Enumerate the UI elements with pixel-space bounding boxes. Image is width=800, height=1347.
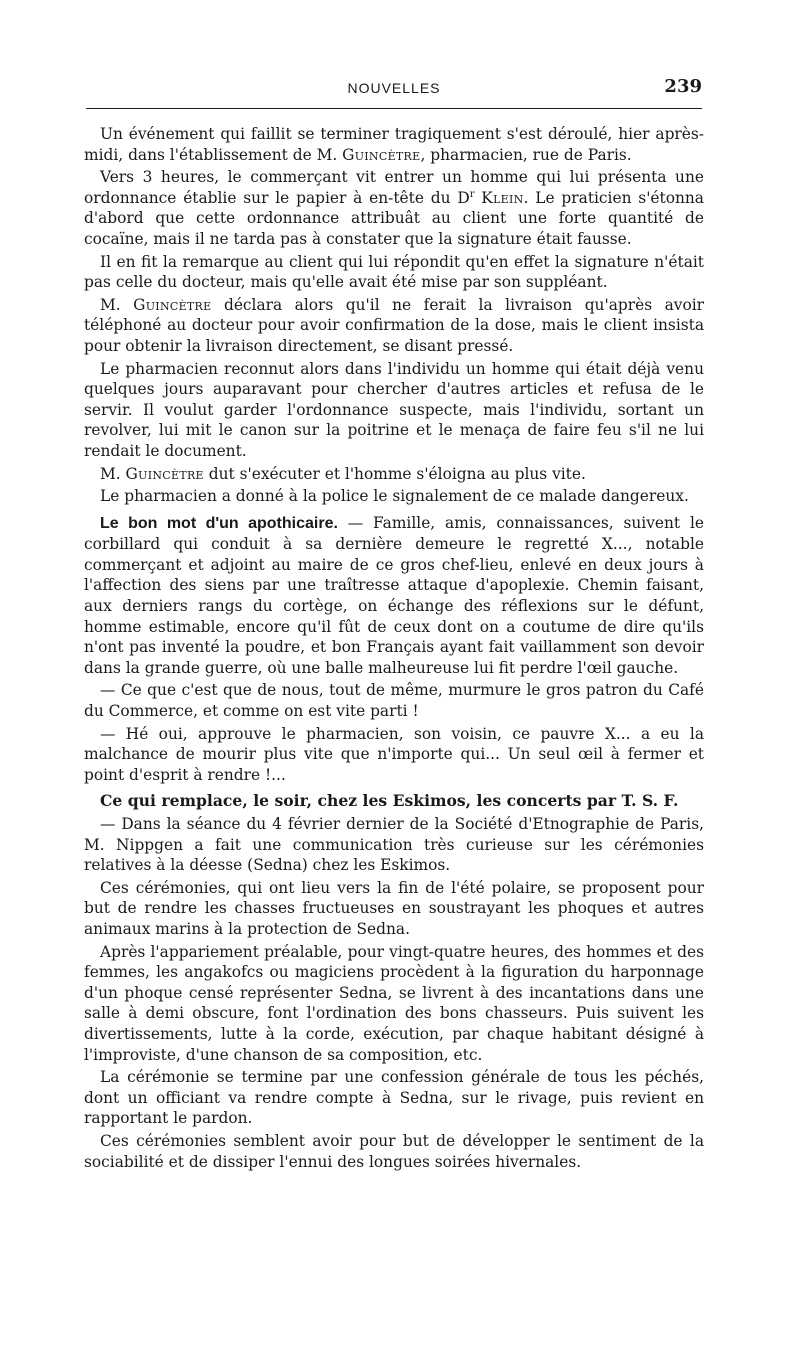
paragraph-11: — Dans la séance du 4 février dernier de la Société d'Etnographie de Paris, M. Nippgen a fait une communication très curieuse sur les cérémonies relatives à la déesse (Sedna) chez les Eskimos. <box>84 815 704 875</box>
page-number: 239 <box>664 76 702 97</box>
paragraph-14: La cérémonie se termine par une confession générale de tous les péchés, dont un officiant va rendre compte à Sedna, sur le rivage, puis revient en rapportant le pardon. <box>84 1068 704 1128</box>
paragraph-1: Un événement qui faillit se terminer tragiquement s'est déroulé, hier après-midi, dans l'établissement de M. Guincètre, pharmacien, rue de Paris. <box>84 125 704 164</box>
paragraph-6: M. Guincètre dut s'exécuter et l'homme s'éloigna au plus vite. <box>100 464 586 483</box>
running-head <box>84 74 704 108</box>
paragraph-2: Vers 3 heures, le commerçant vit entrer un homme qui lui présenta une ordonnance établie sur le papier à en-tête du $D^r$ Klein. Le praticien s'étonna d'abord que cette ordonnance attribuât au client une forte quantité de cocaïne, mais il ne tarda pas à constater que la signature était fausse. <box>84 168 704 248</box>
paragraph-4: M. Guincètre déclara alors qu'il ne ferait la livraison qu'après avoir téléphoné au docteur pour avoir confirmation de la dose, mais le client insista pour obtenir la livraison directement, se disant pressé. <box>84 295 704 355</box>
person-name: Guincètre <box>342 145 421 164</box>
section-heading: Le bon mot d'un apothicaire. <box>100 514 338 532</box>
paragraph-8: Le bon mot d'un apothicaire. — Famille, amis, connaissances, suivent le corbillard qui conduit à sa dernière demeure le regretté X..., notable commerçant et adjoint au maire de ce gros chef-lieu, enlevé en deux jours à l'affection des siens par une traîtresse attaque d'apoplexie. Chemin faisant, aux derniers rangs du cortège, on échange des réflexions sur le défunt, homme estimable, encore qu'il fût de ceux dont on a coutume de dire qu'ils n'ont pas inventé la poudre, et bon Français ayant fait vaillamment son devoir dans la grande guerre, où une balle malheureuse lui fit perdre l'œil gauche. <box>84 513 704 677</box>
page <box>84 74 704 1174</box>
paragraph-10: — Hé oui, approuve le pharmacien, son voisin, ce pauvre X... a eu la malchance de mourir plus vite que n'importe qui... Un seul œil à fermer et point d'esprit à rendre !... <box>84 724 704 784</box>
paragraph-13: Après l'appariement préalable, pour vingt-quatre heures, des hommes et des femmes, les angakofcs ou magiciens procèdent à la figuration du harponnage d'un phoque censé représenter Sedna, se livrent à des incantations dans une salle à demi obscure, font l'ordination des bons chasseurs. Puis suivent les divertissements, lutte à la corde, exécution, par chaque habitant désigné à l'improviste, d'une chanson de sa composition, etc. <box>84 942 704 1064</box>
paragraph-11-heading <box>84 791 704 812</box>
paragraph-3: Il en fit la remarque au client qui lui répondit qu'en effet la signature n'était pas celle du docteur, mais qu'elle avait été mise par son suppléant. <box>84 252 704 292</box>
paragraph-5: Le pharmacien reconnut alors dans l'individu un homme qui était déjà venu quelques jours auparavant pour chercher d'autres articles et refusa de le servir. Il voulut garder l'ordonnance suspecte, mais l'individu, sortant un revolver, lui mit le canon sur la poitrine et le menaça de faire feu s'il ne lui rendait le document. <box>84 359 704 460</box>
person-name: Klein <box>481 188 524 207</box>
header-rule <box>86 108 702 109</box>
paragraph-7: Le pharmacien a donné à la police le signalement de ce malade dangereux. <box>100 487 689 506</box>
section-heading: Ce qui remplace, le soir, chez les Eskimos, les concerts par T. S. F. <box>100 791 679 811</box>
paragraph-12: Ces cérémonies, qui ont lieu vers la fin de l'été polaire, se proposent pour but de rendre les chasses fructueuses en soustrayant les phoques et autres animaux marins à la protection de Sedna. <box>84 878 704 938</box>
header-title: NOUVELLES <box>347 80 441 96</box>
paragraph-15: Ces cérémonies semblent avoir pour but de développer le sentiment de la sociabilité et de dissiper l'ennui des longues soirées hivernales. <box>84 1131 704 1171</box>
article-body <box>84 124 704 1172</box>
person-name: Guincètre <box>125 464 204 483</box>
paragraph-9: — Ce que c'est que de nous, tout de même, murmure le gros patron du Café du Commerce, et comme on est vite parti ! <box>84 681 704 721</box>
person-name: Guincètre <box>133 295 212 314</box>
